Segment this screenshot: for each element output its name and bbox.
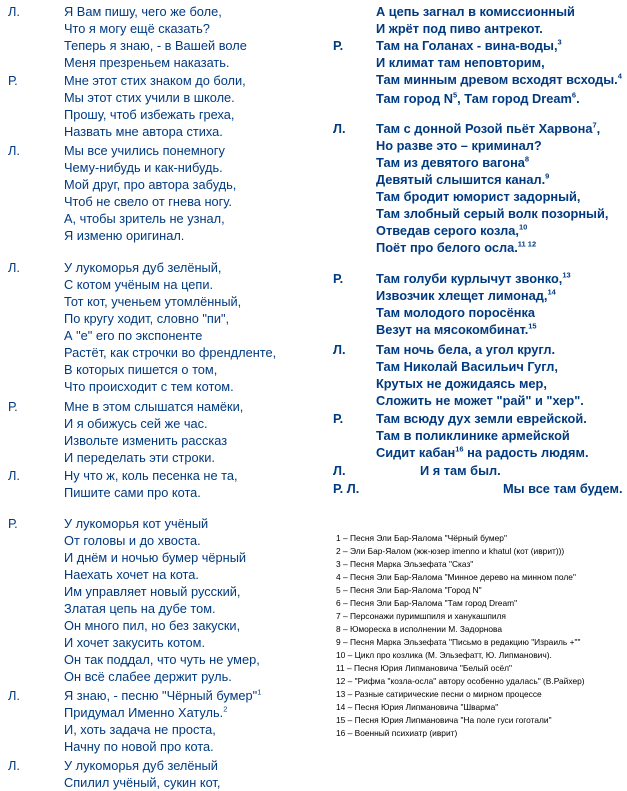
verse-text: Там злобный серый волк позорный, [376,206,609,221]
verse-text: Спилил учёный, сукин кот, [64,775,221,790]
verse-line [376,21,543,37]
footnote: 5 – Песня Эли Бар-Яалома "Город N" [336,585,482,595]
verse-line [64,362,217,378]
verse-text: Тот кот, ученьем утомлённый, [64,294,242,309]
verse-text: Там минным древом всходят всходы. [376,72,618,87]
verse-line [376,223,527,239]
verse-line [376,155,529,171]
verse-text: Я изменю оригинал. [64,228,185,243]
verse-text: Там молодого поросёнка [376,305,536,320]
verse-text: В которых пишется о том, [64,362,218,377]
verse-line [64,194,232,210]
verse-line [64,775,220,791]
verse-line [64,550,246,566]
verse-text: Мне в этом слышатся намёки, [64,399,244,414]
verse-line [64,311,229,327]
speaker-label: Р. Л. [333,481,360,496]
verse-text: У лукоморья дуб зелёный [64,758,218,773]
verse-text: И я обижусь сей же час. [64,416,208,431]
verse-line [376,376,547,392]
verse-line [64,618,240,634]
verse-text: Мы все там будем. [503,481,623,496]
verse-line [64,516,208,532]
footnote-ref: 6 [571,90,577,100]
verse-text: Ну что ж, коль песенка не та, [64,468,238,483]
footnote-ref: 10 [518,222,528,232]
speaker-label: Р. [8,73,18,88]
footnote: 3 – Песня Марка Эльзефата "Сказ" [336,559,474,569]
verse-line [64,705,227,721]
verse-line [64,90,235,106]
speaker-label: Л. [8,4,20,19]
speaker-label: Р. [333,271,344,286]
verse-text: Там Николай Васильич Гугл, [376,359,558,374]
verse-text: Я знаю, - песню "Чёрный бумер" [64,688,258,703]
verse-text: Мой друг, про автора забудь, [64,177,237,192]
verse-text: Златая цепь на дубе том. [64,601,216,616]
footnote-ref: 13 [562,270,571,280]
verse-line [376,38,562,54]
footnote-ref: 11 12 [517,239,537,249]
verse-text: Чему-нибудь и как-нибудь. [64,160,223,175]
verse-line [376,72,622,88]
footnote-ref: 2 [223,704,228,714]
verse-text: От головы и до хвоста. [64,533,201,548]
verse-line [64,160,223,176]
verse-line [376,445,589,461]
verse-line [376,393,584,409]
verse-line [64,584,240,600]
verse-text: И я там был. [420,463,501,478]
verse-text: Прошу, чтоб избежать греха, [64,107,235,122]
verse-text: Он всё слабее держит руль. [64,669,232,684]
verse-line [64,669,232,685]
verse-text: Крутых не дожидаясь мер, [376,376,547,391]
speaker-label: Л. [8,688,20,703]
verse-line [64,533,201,549]
verse-line [64,567,199,583]
footnote-ref: 14 [547,287,556,297]
verse-text: И жрёт под пиво антрекот. [376,21,543,36]
speaker-label: Л. [8,758,20,773]
footnote: 16 – Военный психиатр (иврит) [336,728,458,738]
footnote: 8 – Юмореска в исполнении М. Задорнова [336,624,503,634]
verse-line [64,450,215,466]
verse-line [376,121,600,137]
verse-line [64,433,227,449]
verse-line [64,55,230,71]
verse-text: И днём и ночью бумер чёрный [64,550,247,565]
verse-text: И, хоть задача не проста, [64,722,216,737]
verse-text: Начну по новой про кота. [64,739,214,754]
verse-text: Чтоб не свело от гнева ногу. [64,194,232,209]
verse-text: Меня презреньем наказать. [64,55,230,70]
footnote: 6 – Песня Эли Бар-Яалома "Там город Dream" [336,598,518,608]
verse-line [376,411,587,427]
verse-line [376,55,545,71]
verse-text: Извольте изменить рассказ [64,433,228,448]
verse-line [64,38,247,54]
verse-text: . [576,91,580,106]
verse-line [64,124,223,140]
verse-text: У лукоморья дуб зелёный, [64,260,222,275]
verse-line [64,635,205,651]
footnote-ref: 5 [453,90,458,100]
verse-text: Сидит кабан [376,445,456,460]
verse-text: Там в поликлинике армейской [376,428,570,443]
footnote: 2 – Эли Бар-Яалом (жж-юзер imenno и khatul (кот (иврит))) [336,546,565,556]
verse-text: , [596,121,601,136]
verse-text: Там с донной Розой пьёт Харвона [376,121,593,136]
footnote: 14 – Песня Юрия Липмановича "Шварма" [336,702,499,712]
verse-text: Там всюду дух земли еврейской. [376,411,587,426]
verse-text: И хочет закусить котом. [64,635,205,650]
verse-text: Что я могу ещё сказать? [64,21,210,36]
verse-line [503,481,623,497]
verse-line [64,601,216,617]
footnote: 7 – Персонажи пуримшпиля и ханукашпиля [336,611,506,621]
speaker-label: Л. [333,463,346,478]
verse-text: Он так поддал, что чуть не умер, [64,652,260,667]
footnote: 12 – "Рифма "козла-осла" автору особенно удалась" (В.Райхер) [336,676,585,686]
speaker-label: Л. [333,342,346,357]
verse-text: Там из девятого вагона [376,155,525,170]
footnote-ref: 7 [592,120,597,130]
verse-text: на радость людям. [463,445,589,460]
footnote-ref: 16 [455,444,464,454]
verse-line [64,228,184,244]
verse-line [64,260,221,276]
verse-line [376,342,555,358]
footnote: 9 – Песня Марка Эльзефата "Письмо в редакцию "Израиль +"" [336,637,581,647]
verse-text: Мы все учились понемногу [64,143,225,158]
verse-line [64,688,261,704]
verse-text: Там город N [376,91,453,106]
footnote-ref: 1 [257,687,262,697]
footnote-ref: 15 [528,321,537,331]
verse-text: , Там город Dream [457,91,572,106]
verse-text: Девятый слышится канал. [376,172,546,187]
verse-text: По кругу ходит, словно "пи", [64,311,230,326]
verse-line [376,172,549,188]
verse-line [64,416,208,432]
verse-text: Там бродит юморист задорный, [376,189,581,204]
verse-text: С котом учёным на цепи. [64,277,214,292]
verse-line [64,399,243,415]
verse-text: У лукоморья кот учёный [64,516,209,531]
verse-line [64,379,234,395]
verse-text: Растёт, как строчки во френдленте, [64,345,277,360]
verse-text: Теперь я знаю, - в Вашей воле [64,38,247,53]
verse-text: Отведав серого козла, [376,223,519,238]
verse-text: Там ночь бела, а угол кругл. [376,342,556,357]
footnote: 10 – Цикл про козлика (М. Эльзефатт, Ю. Липманович). [336,650,552,660]
verse-line [64,21,210,37]
verse-line [64,107,234,123]
verse-text: А "е" его по экспоненте [64,328,203,343]
verse-line [64,468,238,484]
verse-text: А цепь загнал в комиссионный [376,4,575,19]
verse-text: Наехать хочет на кота. [64,567,199,582]
verse-line [376,138,542,154]
verse-line [64,328,202,344]
verse-text: Везут на мясокомбинат. [376,322,529,337]
verse-line [376,428,570,444]
verse-text: Пишите сами про кота. [64,485,201,500]
verse-text: Придумал Именно Хатуль. [64,705,224,720]
verse-text: Там на Голанах - вина-воды, [376,38,558,53]
verse-line [376,305,535,321]
verse-text: Им управляет новый русский, [64,584,241,599]
footnote-ref: 9 [545,171,550,181]
verse-line [420,463,501,479]
verse-line [376,271,571,287]
verse-line [376,288,556,304]
verse-text: Я Вам пишу, чего же боле, [64,4,222,19]
verse-text: Назвать мне автора стиха. [64,124,223,139]
footnote: 13 – Разные сатирические песни о мирном процессе [336,689,542,699]
verse-text: Сложить не может "рай" и "хер". [376,393,584,408]
speaker-label: Р. [333,411,344,426]
speaker-label: Р. [8,516,18,531]
verse-text: И переделать эти строки. [64,450,215,465]
verse-line [64,739,214,755]
footnote: 11 – Песня Юрия Липмановича "Белый осёл" [336,663,513,673]
verse-line [64,4,222,20]
speaker-label: Л. [333,121,346,136]
verse-line [64,652,260,668]
verse-text: Извозчик хлещет лимонад, [376,288,548,303]
verse-line [376,322,537,338]
verse-line [376,206,608,222]
footnote: 15 – Песня Юрия Липмановича "На поле гуси гоготали" [336,715,552,725]
speaker-label: Л. [8,260,20,275]
verse-line [64,211,225,227]
verse-text: Что происходит с тем котом. [64,379,234,394]
verse-line [64,485,201,501]
verse-line [376,359,558,375]
verse-text: Поёт про белого осла. [376,240,518,255]
footnote-ref: 4 [617,71,622,81]
verse-line [64,177,236,193]
speaker-label: Л. [8,468,20,483]
verse-line [376,4,575,20]
verse-line [64,722,216,738]
verse-line [64,143,225,159]
verse-line [64,758,218,774]
footnote-ref: 3 [557,37,562,47]
verse-line [64,277,213,293]
footnote: 4 – Песня Эли Бар-Яалома "Минное дерево на минном поле" [336,572,576,582]
verse-line [376,240,536,256]
footnote: 1 – Песня Эли Бар-Яалома "Чёрный бумер" [336,533,507,543]
verse-line [376,91,580,107]
speaker-label: Р. [8,399,18,414]
verse-text: Мы этот стих учили в школе. [64,90,235,105]
verse-line [64,294,241,310]
speaker-label: Л. [8,143,20,158]
verse-text: А, чтобы зритель не узнал, [64,211,225,226]
verse-line [64,73,246,89]
verse-text: Он много пил, но без закуски, [64,618,241,633]
footnote-ref: 8 [524,154,530,164]
verse-line [376,189,580,205]
speaker-label: Р. [333,38,344,53]
verse-text: Но разве это – криминал? [376,138,542,153]
verse-text: И климат там неповторим, [376,55,545,70]
verse-line [64,345,276,361]
verse-text: Там голуби курлычут звонко, [376,271,563,286]
verse-text: Мне этот стих знаком до боли, [64,73,246,88]
